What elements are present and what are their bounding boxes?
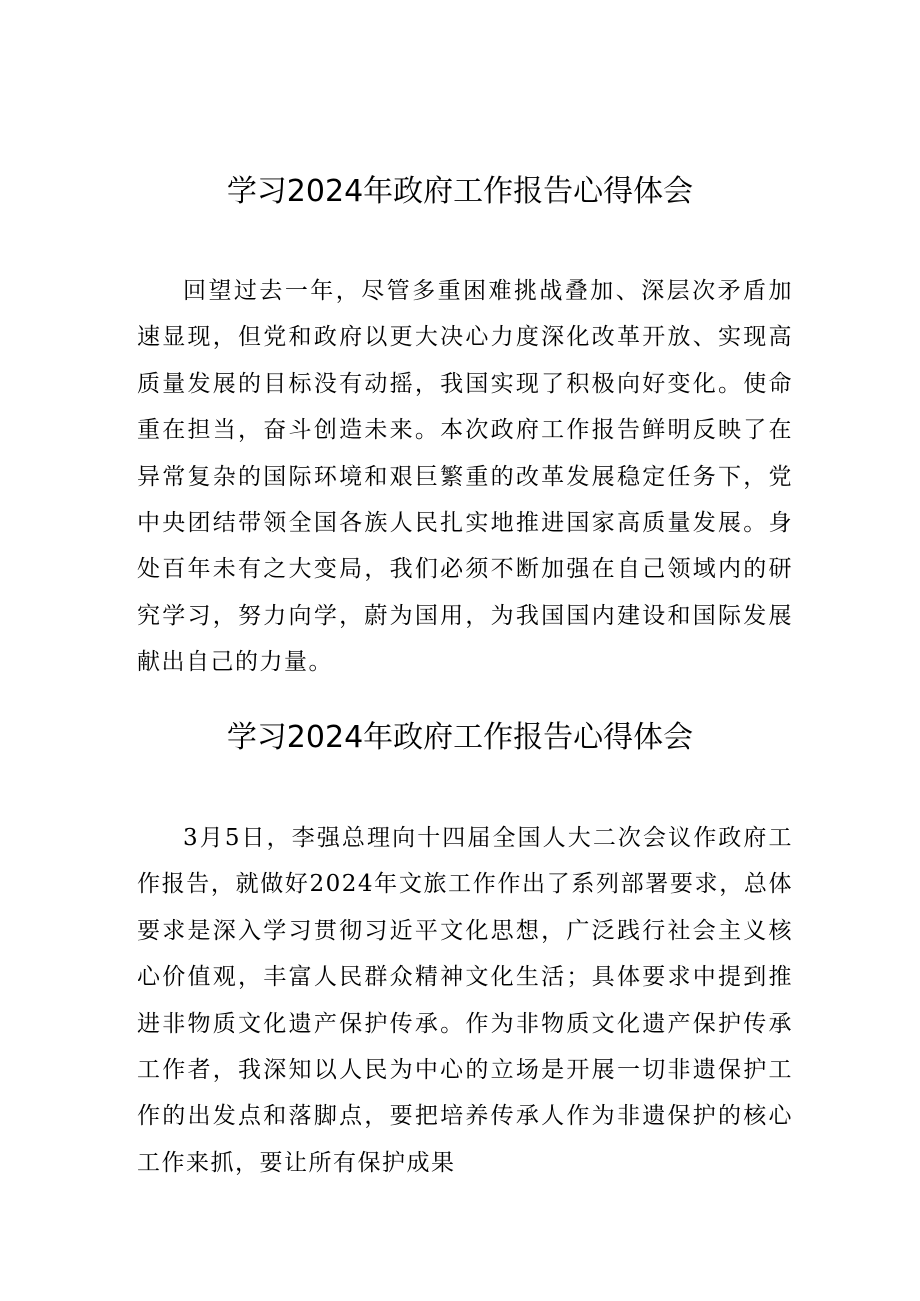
section-title: 学习2024年政府工作报告心得体会 bbox=[226, 174, 694, 209]
section-title: 学习2024年政府工作报告心得体会 bbox=[226, 720, 694, 755]
section-paragraph: 回望过去一年，尽管多重困难挑战叠加、深层次矛盾加速显现，但党和政府以更大决心力度深化改革开放、实现高质量发展的目标没有动摇，我国实现了积极向好变化。使命重在担当，奋斗创造未来。本次政府工作报告鲜明反映了在异常复杂的国际环境和艰巨繁重的改革发展稳定任务下，党中央团结带领全国各族人民扎实地推进国家高质量发展。身处百年未有之大变局，我们必须不断加强在自己领域内的研究学习，努力向学，蔚为国用，为我国国内建设和国际发展献出自己的力量。 bbox=[137, 278, 793, 676]
section-paragraph: 3月5日，李强总理向十四届全国人大二次会议作政府工作报告，就做好2024年文旅工作作出了系列部署要求，总体要求是深入学习贯彻习近平文化思想，广泛践行社会主义核心价值观，丰富人民群众精神文化生活；具体要求中提到推进非物质文化遗产保护传承。作为非物质文化遗产保护传承工作者，我深知以人民为中心的立场是开展一切非遗保护工作的出发点和落脚点，要把培养传承人作为非遗保护的核心工作来抓，要让所有保护成果 bbox=[137, 825, 793, 1176]
